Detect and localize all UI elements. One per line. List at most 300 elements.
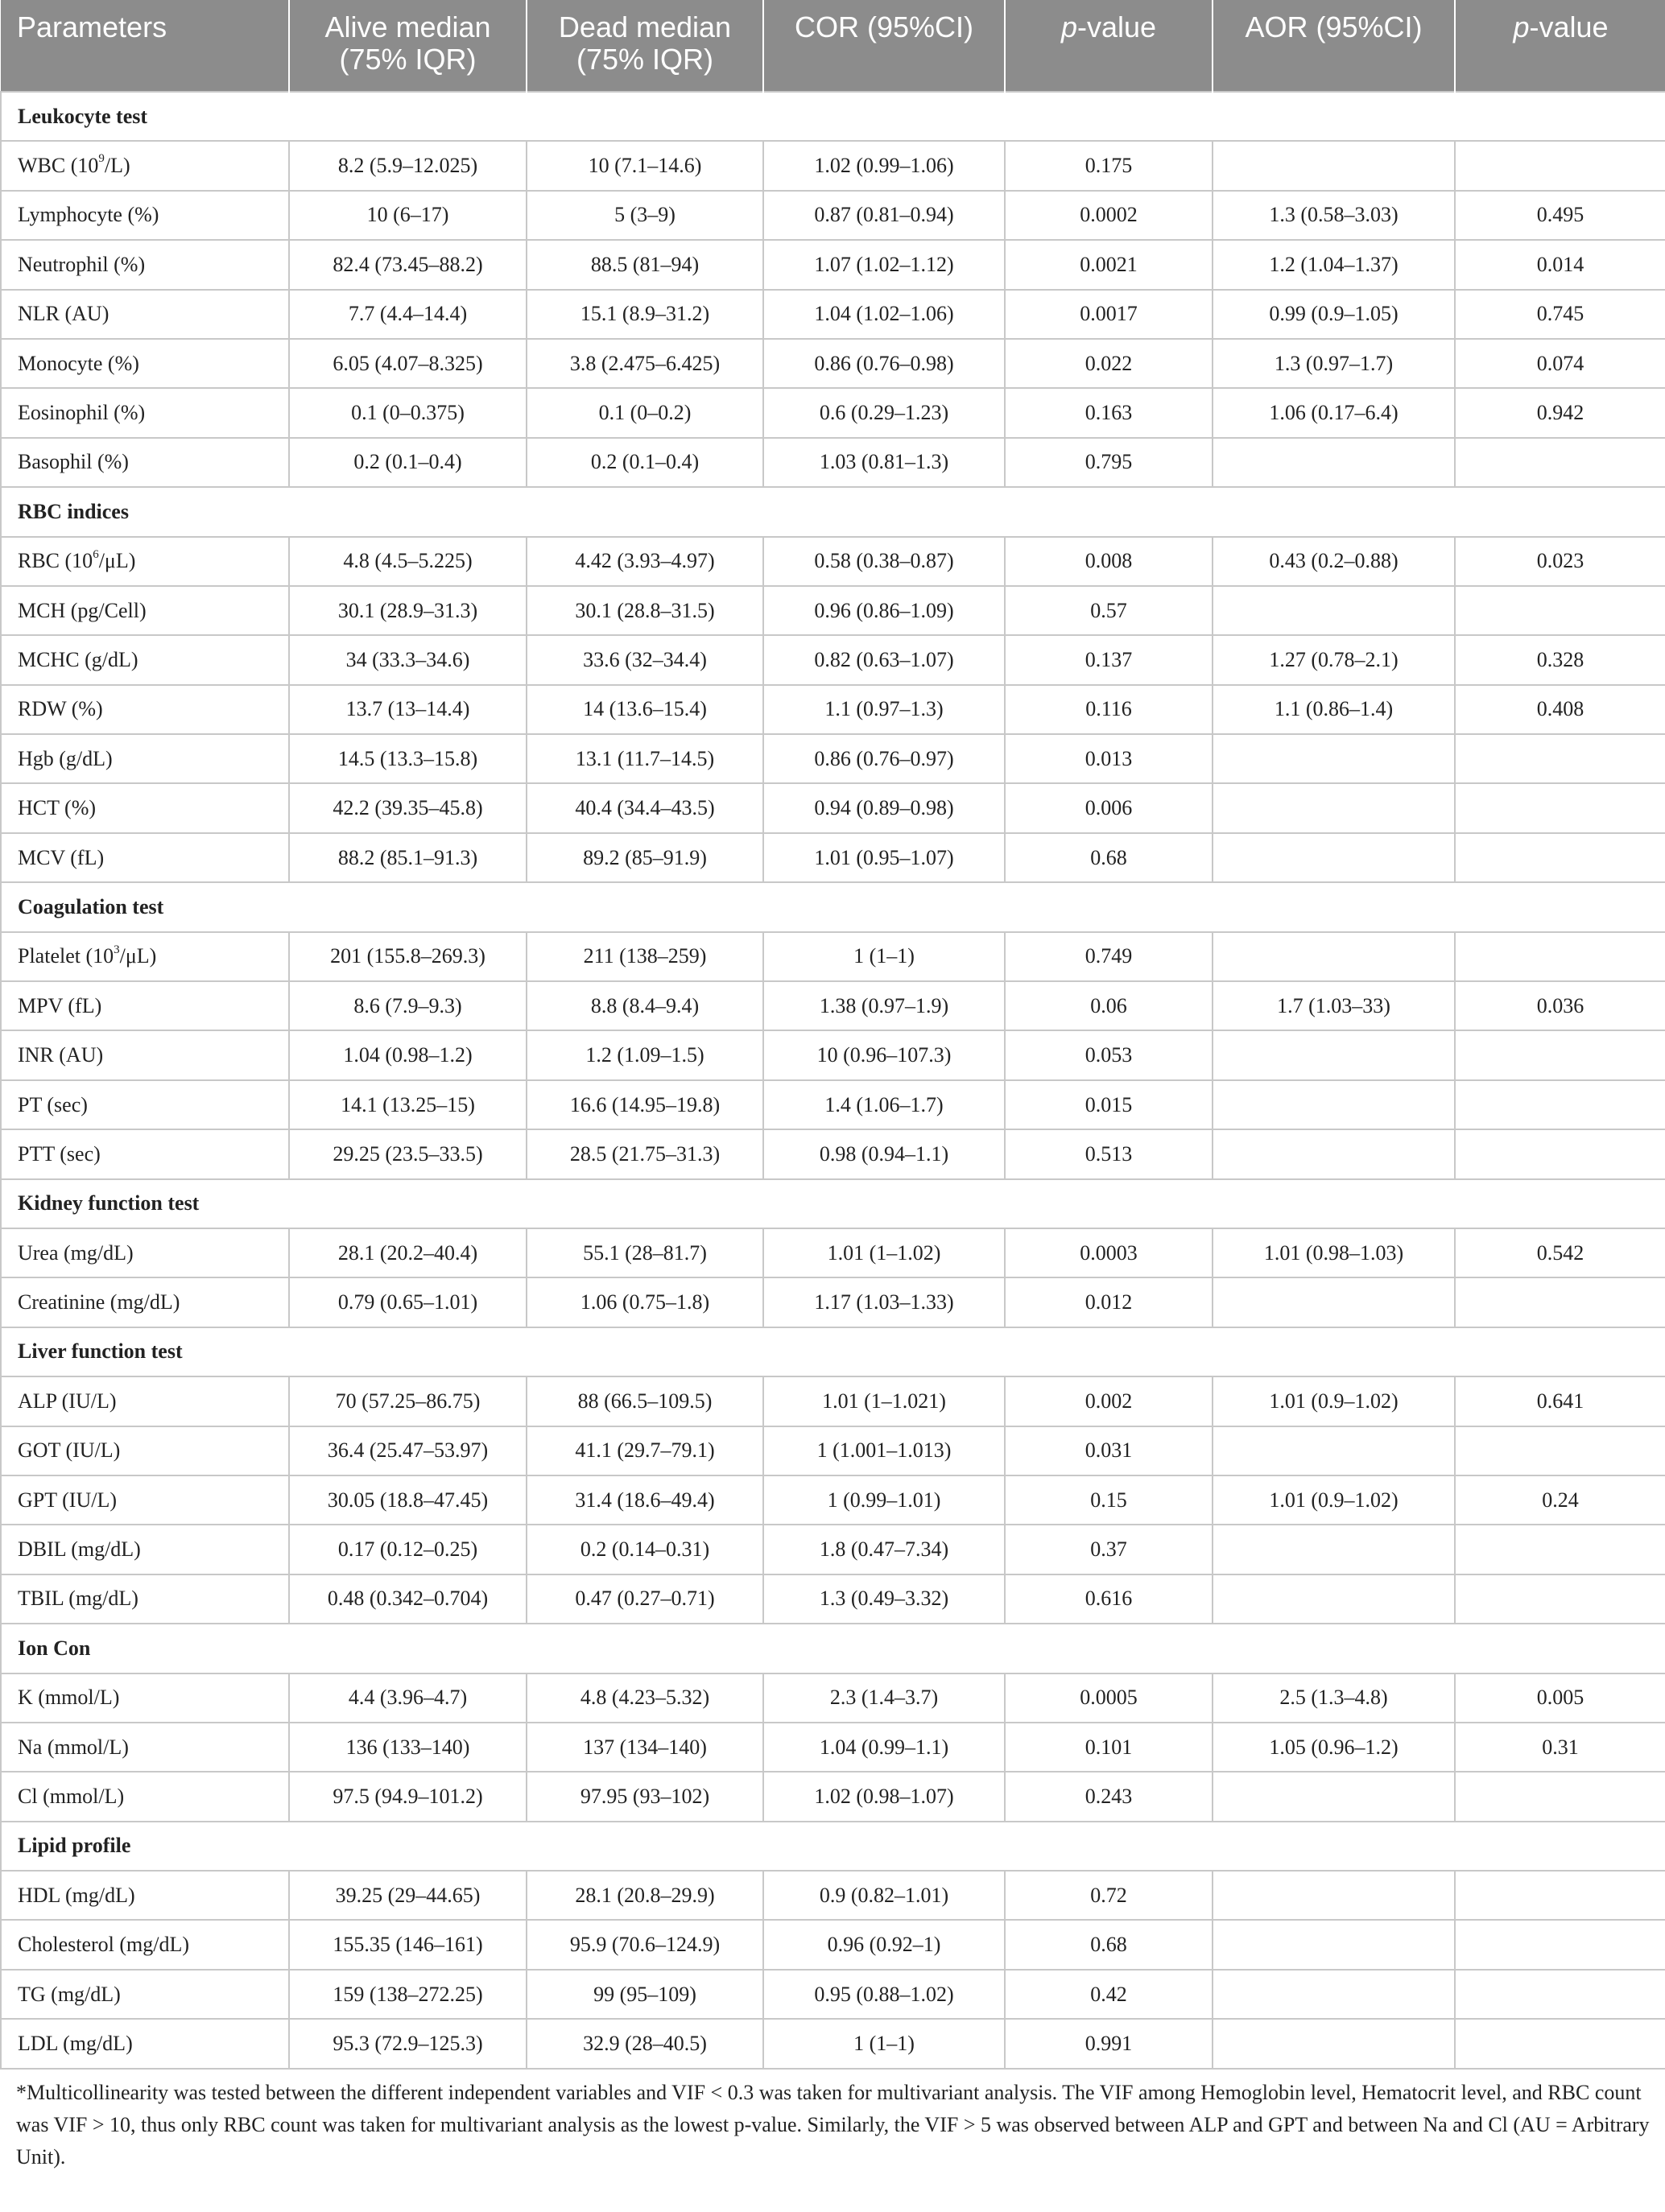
cell-parameter [1, 1228, 289, 1277]
cell-aor: 0.43 (0.2–0.88) [1213, 537, 1455, 586]
parameter-name: TBIL (mg/dL) [18, 1587, 138, 1611]
cell-p-value: 0.68 [1005, 1920, 1213, 1969]
cell-cor: 1.4 (1.06–1.7) [763, 1080, 1005, 1129]
cell-cor: 1.38 (0.97–1.9) [763, 981, 1005, 1030]
cell-p-value: 0.616 [1005, 1574, 1213, 1624]
cell-parameter [1, 932, 289, 981]
table-row [1, 388, 1665, 437]
header-alive-line1: Alive median [324, 10, 491, 43]
parameter-name: Lymphocyte (%) [18, 203, 159, 227]
parameter-name: HDL (mg/dL) [18, 1883, 135, 1907]
cell-dead-median: 95.9 (70.6–124.9) [527, 1920, 763, 1969]
cell-dead-median: 33.6 (32–34.4) [527, 635, 763, 684]
cell-parameter [1, 1723, 289, 1772]
cell-aor [1213, 1970, 1455, 2019]
cell-dead-median: 4.42 (3.93–4.97) [527, 537, 763, 586]
header-row [1, 0, 1665, 92]
cell-parameter [1, 1772, 289, 1821]
cell-p-value: 0.012 [1005, 1277, 1213, 1327]
cell-p-value-adjusted [1455, 1277, 1665, 1327]
cell-aor: 2.5 (1.3–4.8) [1213, 1673, 1455, 1723]
cell-alive-median: 8.6 (7.9–9.3) [289, 981, 527, 1030]
cell-p-value-adjusted: 0.31 [1455, 1723, 1665, 1772]
parameter-unit: /L) [104, 154, 130, 178]
cell-alive-median: 30.05 (18.8–47.45) [289, 1475, 527, 1525]
cell-cor: 10 (0.96–107.3) [763, 1030, 1005, 1079]
header-alive-median [289, 0, 527, 92]
cell-cor: 1 (1.001–1.013) [763, 1426, 1005, 1475]
cell-aor [1213, 1920, 1455, 1969]
cell-p-value-adjusted [1455, 1772, 1665, 1821]
parameter-name: MCH (pg/Cell) [18, 598, 147, 622]
section-row [1, 1624, 1665, 1673]
cell-p-value-adjusted: 0.495 [1455, 191, 1665, 240]
parameter-name: MCV (fL) [18, 845, 105, 869]
cell-dead-median: 3.8 (2.475–6.425) [527, 339, 763, 388]
cell-alive-median: 0.17 (0.12–0.25) [289, 1525, 527, 1574]
cell-p-value-adjusted [1455, 1426, 1665, 1475]
cell-aor [1213, 1080, 1455, 1129]
cell-dead-median: 97.95 (93–102) [527, 1772, 763, 1821]
cell-p-value-adjusted [1455, 1080, 1665, 1129]
parameter-name: GOT (IU/L) [18, 1438, 121, 1463]
cell-alive-median: 70 (57.25–86.75) [289, 1376, 527, 1426]
cell-dead-median: 0.1 (0–0.2) [527, 388, 763, 437]
cell-cor: 0.9 (0.82–1.01) [763, 1871, 1005, 1920]
cell-cor: 0.95 (0.88–1.02) [763, 1970, 1005, 2019]
header-alive-line2: (75% IQR) [339, 43, 477, 76]
cell-dead-median: 88 (66.5–109.5) [527, 1376, 763, 1426]
cell-cor: 2.3 (1.4–3.7) [763, 1673, 1005, 1723]
header-aor-label: AOR (95%CI) [1245, 10, 1423, 43]
parameter-name: RDW (%) [18, 697, 103, 721]
parameter-unit-exponent: 6 [93, 547, 99, 561]
cell-p-value: 0.031 [1005, 1426, 1213, 1475]
cell-parameter [1, 240, 289, 289]
cell-alive-median: 14.1 (13.25–15) [289, 1080, 527, 1129]
cell-alive-median: 10 (6–17) [289, 191, 527, 240]
cell-p-value-adjusted: 0.023 [1455, 537, 1665, 586]
cell-dead-median: 0.2 (0.14–0.31) [527, 1525, 763, 1574]
cell-p-value: 0.991 [1005, 2019, 1213, 2068]
cell-aor: 1.01 (0.98–1.03) [1213, 1228, 1455, 1277]
parameter-name: Eosinophil (%) [18, 401, 146, 425]
header-dead-median [527, 0, 763, 92]
section-row [1, 1822, 1665, 1871]
cell-p-value-adjusted [1455, 1525, 1665, 1574]
cell-cor: 1.3 (0.49–3.32) [763, 1574, 1005, 1624]
cell-parameter [1, 290, 289, 339]
cell-alive-median: 95.3 (72.9–125.3) [289, 2019, 527, 2068]
cell-cor: 1.02 (0.98–1.07) [763, 1772, 1005, 1821]
cell-alive-median: 0.79 (0.65–1.01) [289, 1277, 527, 1327]
cell-cor: 0.96 (0.86–1.09) [763, 586, 1005, 635]
table-row [1, 1080, 1665, 1129]
cell-p-value-adjusted [1455, 1920, 1665, 1969]
section-heading: Lipid profile [1, 1822, 1665, 1871]
cell-dead-median: 13.1 (11.7–14.5) [527, 734, 763, 783]
table-row [1, 783, 1665, 832]
cell-p-value: 0.0021 [1005, 240, 1213, 289]
cell-alive-median: 6.05 (4.07–8.325) [289, 339, 527, 388]
cell-dead-median: 40.4 (34.4–43.5) [527, 783, 763, 832]
cell-dead-median: 31.4 (18.6–49.4) [527, 1475, 763, 1525]
cell-aor [1213, 833, 1455, 882]
cell-p-value-adjusted: 0.408 [1455, 685, 1665, 734]
cell-dead-median: 14 (13.6–15.4) [527, 685, 763, 734]
cell-alive-median: 42.2 (39.35–45.8) [289, 783, 527, 832]
cell-p-value-adjusted [1455, 783, 1665, 832]
cell-parameter [1, 1080, 289, 1129]
cell-aor: 1.1 (0.86–1.4) [1213, 685, 1455, 734]
table-row [1, 833, 1665, 882]
cell-p-value-adjusted [1455, 734, 1665, 783]
parameter-name: Cholesterol (mg/dL) [18, 1933, 190, 1957]
cell-parameter [1, 1525, 289, 1574]
cell-p-value-adjusted [1455, 833, 1665, 882]
table-row [1, 1426, 1665, 1475]
cell-aor: 1.3 (0.97–1.7) [1213, 339, 1455, 388]
cell-p-value: 0.0002 [1005, 191, 1213, 240]
cell-aor [1213, 1525, 1455, 1574]
table-row [1, 1376, 1665, 1426]
section-heading: Liver function test [1, 1327, 1665, 1376]
parameter-name: Basophil (%) [18, 450, 129, 474]
cell-aor [1213, 1871, 1455, 1920]
cell-cor: 0.87 (0.81–0.94) [763, 191, 1005, 240]
cell-alive-median: 4.4 (3.96–4.7) [289, 1673, 527, 1723]
cell-p-value-adjusted: 0.745 [1455, 290, 1665, 339]
parameter-name: DBIL (mg/dL) [18, 1537, 141, 1562]
cell-parameter [1, 1673, 289, 1723]
cell-cor: 1.03 (0.81–1.3) [763, 438, 1005, 487]
header-dead-line2: (75% IQR) [576, 43, 714, 76]
cell-p-value: 0.137 [1005, 635, 1213, 684]
table-row [1, 290, 1665, 339]
cell-alive-median: 1.04 (0.98–1.2) [289, 1030, 527, 1079]
cell-p-value: 0.0003 [1005, 1228, 1213, 1277]
cell-p-value-adjusted [1455, 141, 1665, 190]
parameter-name: Hgb (g/dL) [18, 746, 113, 770]
cell-p-value: 0.0005 [1005, 1673, 1213, 1723]
cell-aor: 1.3 (0.58–3.03) [1213, 191, 1455, 240]
cell-p-value: 0.163 [1005, 388, 1213, 437]
header-p-italic: p [1060, 10, 1077, 43]
cell-aor [1213, 1574, 1455, 1624]
cell-dead-median: 15.1 (8.9–31.2) [527, 290, 763, 339]
cell-alive-median: 14.5 (13.3–15.8) [289, 734, 527, 783]
cell-alive-median: 201 (155.8–269.3) [289, 932, 527, 981]
cell-p-value-adjusted [1455, 1970, 1665, 2019]
cell-parameter [1, 1574, 289, 1624]
table-row [1, 438, 1665, 487]
cell-alive-median: 0.1 (0–0.375) [289, 388, 527, 437]
table-row [1, 1673, 1665, 1723]
cell-parameter [1, 685, 289, 734]
table-row [1, 1574, 1665, 1624]
cell-p-value-adjusted [1455, 1129, 1665, 1178]
cell-p-value: 0.243 [1005, 1772, 1213, 1821]
table-row [1, 1277, 1665, 1327]
cell-aor: 1.06 (0.17–6.4) [1213, 388, 1455, 437]
table-header [1, 0, 1665, 92]
table-row [1, 1723, 1665, 1772]
table-row [1, 685, 1665, 734]
cell-p-value: 0.06 [1005, 981, 1213, 1030]
cell-dead-median: 1.2 (1.09–1.5) [527, 1030, 763, 1079]
cell-p-value-adjusted: 0.942 [1455, 388, 1665, 437]
parameter-unit: /μL) [98, 549, 136, 573]
cell-p-value-adjusted: 0.24 [1455, 1475, 1665, 1525]
cell-aor: 1.05 (0.96–1.2) [1213, 1723, 1455, 1772]
cell-parameter [1, 783, 289, 832]
parameter-name: Urea (mg/dL) [18, 1240, 134, 1265]
cell-parameter [1, 1030, 289, 1079]
cell-aor [1213, 1426, 1455, 1475]
cell-aor [1213, 783, 1455, 832]
cell-p-value: 0.795 [1005, 438, 1213, 487]
table-body [1, 92, 1665, 2069]
cell-cor: 0.58 (0.38–0.87) [763, 537, 1005, 586]
table-row [1, 1129, 1665, 1178]
cell-parameter [1, 537, 289, 586]
cell-p-value-adjusted: 0.328 [1455, 635, 1665, 684]
cell-cor: 1.17 (1.03–1.33) [763, 1277, 1005, 1327]
cell-p-value: 0.15 [1005, 1475, 1213, 1525]
parameter-name: PT (sec) [18, 1092, 88, 1116]
cell-alive-median: 8.2 (5.9–12.025) [289, 141, 527, 190]
parameter-name: Monocyte (%) [18, 351, 139, 375]
cell-cor: 1.07 (1.02–1.12) [763, 240, 1005, 289]
cell-dead-median: 89.2 (85–91.9) [527, 833, 763, 882]
cell-parameter [1, 635, 289, 684]
section-row [1, 1327, 1665, 1376]
cell-aor: 0.99 (0.9–1.05) [1213, 290, 1455, 339]
header-parameters [1, 0, 289, 92]
table-footnote: *Multicollinearity was tested between the different independent variables and VIF < 0.3 was taken for multivariant analysis. The VIF among Hemoglobin level, Hematocrit level, and RBC count was VIF > 10, thus only RBC count was taken for multivariant analysis as the lowest p-value. Similarly, the VIF > 5 was observed between ALP and GPT and between Na and Cl (AU = Arbitrary Unit). [16, 2081, 1650, 2169]
parameter-name: Cl (mmol/L) [18, 1784, 125, 1808]
cell-p-value-adjusted: 0.014 [1455, 240, 1665, 289]
cell-alive-median: 159 (138–272.25) [289, 1970, 527, 2019]
table-row [1, 1920, 1665, 1969]
cell-p-value: 0.57 [1005, 586, 1213, 635]
cell-cor: 0.96 (0.92–1) [763, 1920, 1005, 1969]
cell-cor: 1 (1–1) [763, 2019, 1005, 2068]
cell-alive-median: 13.7 (13–14.4) [289, 685, 527, 734]
cell-p-value: 0.015 [1005, 1080, 1213, 1129]
parameter-name: INR (AU) [18, 1043, 104, 1067]
section-row [1, 487, 1665, 536]
cell-dead-median: 30.1 (28.8–31.5) [527, 586, 763, 635]
section-heading: Leukocyte test [1, 92, 1665, 141]
table-row [1, 141, 1665, 190]
cell-parameter [1, 1970, 289, 2019]
table-row [1, 734, 1665, 783]
table-row [1, 1871, 1665, 1920]
parameter-unit-exponent: 9 [98, 152, 105, 166]
cell-p-value-adjusted: 0.005 [1455, 1673, 1665, 1723]
cell-p-value: 0.116 [1005, 685, 1213, 734]
cell-p-value: 0.006 [1005, 783, 1213, 832]
cell-parameter [1, 981, 289, 1030]
parameter-name: Na (mmol/L) [18, 1735, 129, 1759]
cell-cor: 0.94 (0.89–0.98) [763, 783, 1005, 832]
cell-p-value-adjusted: 0.036 [1455, 981, 1665, 1030]
parameter-name: HCT (%) [18, 796, 97, 820]
cell-p-value: 0.0017 [1005, 290, 1213, 339]
cell-cor: 1.04 (0.99–1.1) [763, 1723, 1005, 1772]
cell-dead-median: 99 (95–109) [527, 1970, 763, 2019]
cell-p-value: 0.749 [1005, 932, 1213, 981]
header-p2-italic: p [1513, 10, 1530, 43]
cell-dead-median: 1.06 (0.75–1.8) [527, 1277, 763, 1327]
header-p-value [1005, 0, 1213, 92]
cell-dead-median: 16.6 (14.95–19.8) [527, 1080, 763, 1129]
section-heading: Coagulation test [1, 882, 1665, 931]
cell-dead-median: 10 (7.1–14.6) [527, 141, 763, 190]
parameter-name: RBC (10 [18, 549, 93, 573]
cell-p-value-adjusted [1455, 438, 1665, 487]
header-cor [763, 0, 1005, 92]
cell-dead-median: 41.1 (29.7–79.1) [527, 1426, 763, 1475]
cell-parameter [1, 1920, 289, 1969]
cell-aor: 1.01 (0.9–1.02) [1213, 1376, 1455, 1426]
cell-cor: 1.04 (1.02–1.06) [763, 290, 1005, 339]
cell-cor: 0.86 (0.76–0.98) [763, 339, 1005, 388]
cell-parameter [1, 1426, 289, 1475]
section-row [1, 1179, 1665, 1228]
cell-p-value-adjusted [1455, 586, 1665, 635]
parameter-name: MCHC (g/dL) [18, 647, 138, 671]
cell-aor [1213, 2019, 1455, 2068]
cell-parameter [1, 2019, 289, 2068]
cell-dead-median: 5 (3–9) [527, 191, 763, 240]
cell-cor: 1.02 (0.99–1.06) [763, 141, 1005, 190]
cell-cor: 1.01 (1–1.02) [763, 1228, 1005, 1277]
section-heading: Ion Con [1, 1624, 1665, 1673]
table-row [1, 537, 1665, 586]
cell-alive-median: 0.48 (0.342–0.704) [289, 1574, 527, 1624]
parameter-name: PTT (sec) [18, 1141, 101, 1166]
cell-parameter [1, 1871, 289, 1920]
table-row [1, 1772, 1665, 1821]
cell-p-value-adjusted [1455, 1871, 1665, 1920]
cell-parameter [1, 1129, 289, 1178]
table-row [1, 1030, 1665, 1079]
cell-alive-median: 28.1 (20.2–40.4) [289, 1228, 527, 1277]
cell-alive-median: 155.35 (146–161) [289, 1920, 527, 1969]
cell-parameter [1, 586, 289, 635]
cell-aor: 1.27 (0.78–2.1) [1213, 635, 1455, 684]
header-parameters-label: Parameters [17, 10, 167, 43]
cell-p-value-adjusted: 0.542 [1455, 1228, 1665, 1277]
parameter-name: Creatinine (mg/dL) [18, 1290, 180, 1314]
cell-parameter [1, 833, 289, 882]
cell-cor: 1 (0.99–1.01) [763, 1475, 1005, 1525]
cell-dead-median: 4.8 (4.23–5.32) [527, 1673, 763, 1723]
cell-dead-median: 28.5 (21.75–31.3) [527, 1129, 763, 1178]
parameter-unit-exponent: 3 [114, 943, 120, 956]
cell-p-value: 0.013 [1005, 734, 1213, 783]
cell-aor [1213, 932, 1455, 981]
table-row [1, 635, 1665, 684]
parameter-name: GPT (IU/L) [18, 1488, 118, 1512]
cell-aor: 1.01 (0.9–1.02) [1213, 1475, 1455, 1525]
cell-parameter [1, 1277, 289, 1327]
cell-aor [1213, 586, 1455, 635]
cell-cor: 0.98 (0.94–1.1) [763, 1129, 1005, 1178]
cell-p-value: 0.101 [1005, 1723, 1213, 1772]
cell-p-value-adjusted: 0.641 [1455, 1376, 1665, 1426]
cell-cor: 0.6 (0.29–1.23) [763, 388, 1005, 437]
cell-alive-median: 39.25 (29–44.65) [289, 1871, 527, 1920]
cell-dead-median: 55.1 (28–81.7) [527, 1228, 763, 1277]
cell-aor [1213, 1277, 1455, 1327]
cell-cor: 1.01 (0.95–1.07) [763, 833, 1005, 882]
cell-aor [1213, 1772, 1455, 1821]
header-dead-line1: Dead median [558, 10, 732, 43]
parameter-name: MPV (fL) [18, 993, 102, 1017]
cell-p-value: 0.022 [1005, 339, 1213, 388]
cell-parameter [1, 141, 289, 190]
cell-aor [1213, 141, 1455, 190]
table-row [1, 339, 1665, 388]
cell-dead-median: 211 (138–259) [527, 932, 763, 981]
cell-alive-median: 97.5 (94.9–101.2) [289, 1772, 527, 1821]
cell-alive-median: 36.4 (25.47–53.97) [289, 1426, 527, 1475]
cell-parameter [1, 388, 289, 437]
header-cor-label: COR (95%CI) [794, 10, 974, 43]
cell-dead-median: 0.47 (0.27–0.71) [527, 1574, 763, 1624]
cell-dead-median: 28.1 (20.8–29.9) [527, 1871, 763, 1920]
cell-parameter [1, 1475, 289, 1525]
cell-alive-median: 29.25 (23.5–33.5) [289, 1129, 527, 1178]
cell-p-value: 0.42 [1005, 1970, 1213, 2019]
table-row [1, 586, 1665, 635]
cell-p-value-adjusted [1455, 932, 1665, 981]
cell-cor: 1.8 (0.47–7.34) [763, 1525, 1005, 1574]
cell-aor [1213, 734, 1455, 783]
cell-p-value: 0.513 [1005, 1129, 1213, 1178]
cell-parameter [1, 339, 289, 388]
cell-dead-median: 32.9 (28–40.5) [527, 2019, 763, 2068]
header-p2-rest: -value [1529, 10, 1609, 43]
cell-cor: 1.01 (1–1.021) [763, 1376, 1005, 1426]
cell-alive-median: 82.4 (73.45–88.2) [289, 240, 527, 289]
parameter-name: TG (mg/dL) [18, 1982, 121, 2006]
cell-dead-median: 8.8 (8.4–9.4) [527, 981, 763, 1030]
parameter-name: K (mmol/L) [18, 1686, 120, 1710]
table-row [1, 191, 1665, 240]
cell-aor [1213, 1030, 1455, 1079]
cell-alive-median: 0.2 (0.1–0.4) [289, 438, 527, 487]
cell-aor [1213, 1129, 1455, 1178]
cell-parameter [1, 191, 289, 240]
cell-cor: 0.86 (0.76–0.97) [763, 734, 1005, 783]
cell-cor: 0.82 (0.63–1.07) [763, 635, 1005, 684]
cell-aor [1213, 438, 1455, 487]
cell-p-value: 0.68 [1005, 833, 1213, 882]
cell-alive-median: 7.7 (4.4–14.4) [289, 290, 527, 339]
cell-p-value: 0.175 [1005, 141, 1213, 190]
table-row [1, 2019, 1665, 2068]
cell-alive-median: 4.8 (4.5–5.225) [289, 537, 527, 586]
table-row [1, 1525, 1665, 1574]
section-row [1, 882, 1665, 931]
cell-p-value: 0.72 [1005, 1871, 1213, 1920]
cell-dead-median: 0.2 (0.1–0.4) [527, 438, 763, 487]
cell-alive-median: 30.1 (28.9–31.3) [289, 586, 527, 635]
